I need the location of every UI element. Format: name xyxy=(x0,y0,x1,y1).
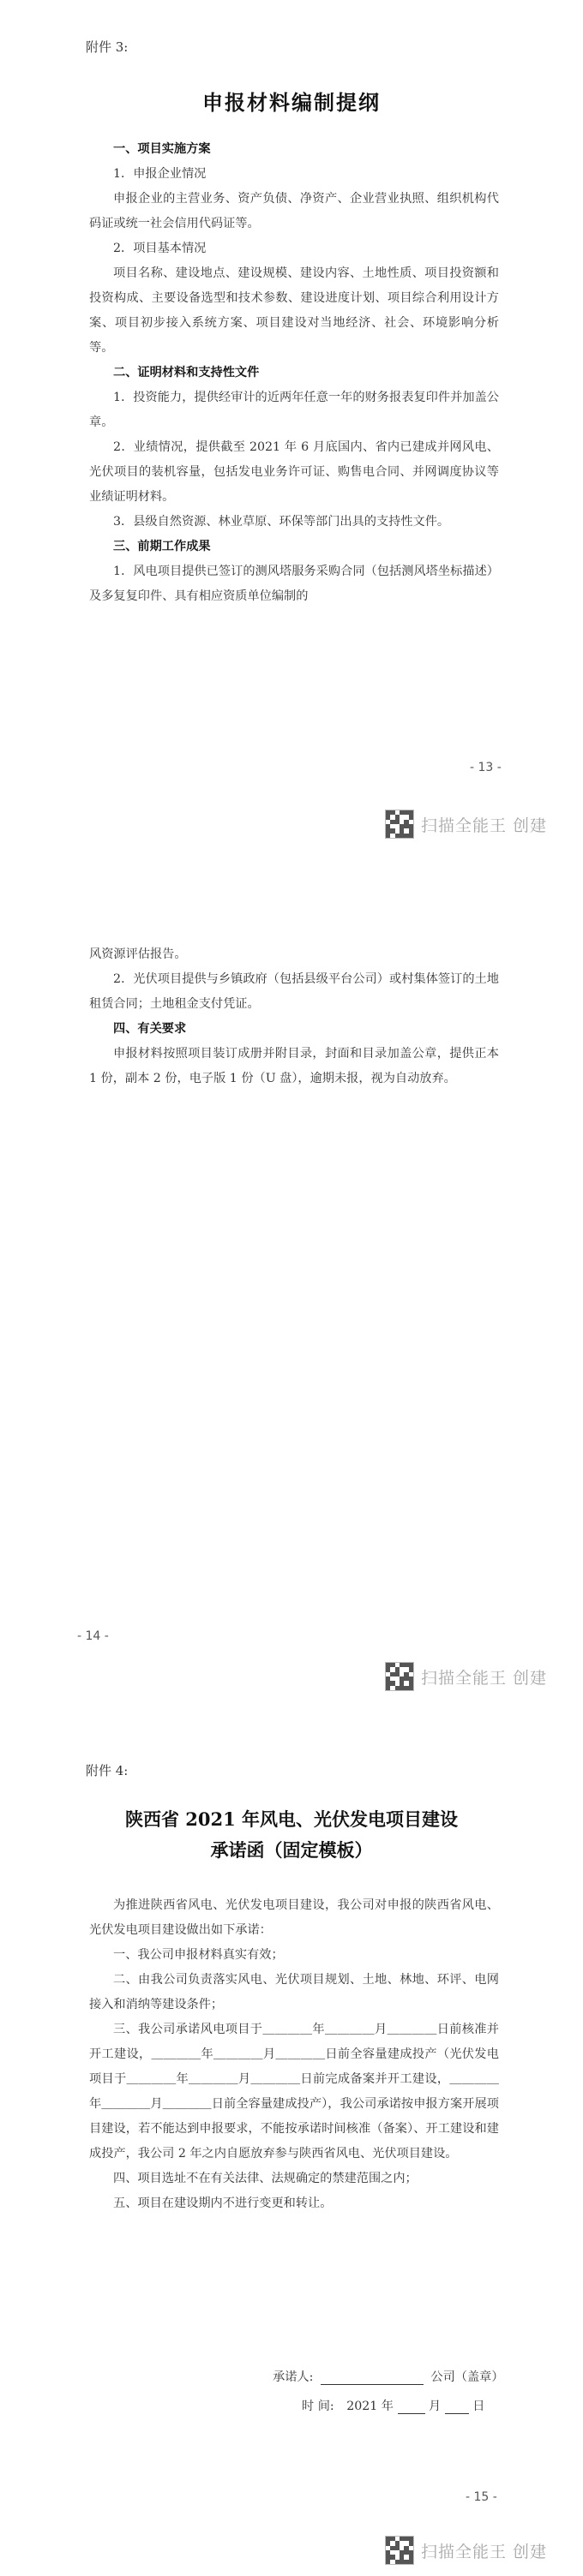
paragraph: 2．光伏项目提供与乡镇政府（包括县级平台公司）或村集体签订的土地租赁合同；土地租金支付凭证。 xyxy=(89,972,499,1011)
qr-code-icon xyxy=(385,1662,414,1691)
paragraph: 五、项目在建设期内不进行变更和转让。 xyxy=(113,2196,333,2210)
paragraph: 四、项目选址不在有关法律、法规确定的禁建范围之内； xyxy=(113,2172,418,2185)
promisor-suffix: 公司（盖章） xyxy=(430,2370,504,2384)
section-heading: 一、项目实施方案 xyxy=(113,142,211,156)
promisor-label: 承诺人: xyxy=(273,2370,314,2384)
scanner-watermark xyxy=(385,810,547,839)
paragraph: 一、我公司申报材料真实有效； xyxy=(113,1948,284,1962)
annex-label: 附件 4: xyxy=(86,1763,129,1778)
title-line-1: 陕西省 2021 年风电、光伏发电项目建设 xyxy=(124,1808,459,1830)
scanner-watermark xyxy=(385,2536,547,2565)
promisor-blank xyxy=(321,2384,424,2385)
document-body xyxy=(89,137,499,609)
paragraph: 为推进陕西省风电、光伏发电项目建设，我公司对申报的陕西省风电、光伏发电项目建设做出如下承诺： xyxy=(89,1898,499,1937)
paragraph: 三、我公司承诺风电项目于＿＿＿＿年＿＿＿＿月＿＿＿＿日前核准并开工建设，＿＿＿＿年＿＿＿＿月＿＿＿＿日前全容量建成投产（光伏发电项目于＿＿＿＿年＿＿＿＿月＿＿＿＿日前完成备案并开工建设，＿＿＿＿年＿＿＿＿月＿＿＿＿日前全容量建成投产），我公司承诺按申报方案开展项目建设，若不能达到申报要求，不能按承诺时间核准（备案）、开工建设和建成投产，我公司 2 年之内自愿放弃参与陕西省风电、光伏项目建设。 xyxy=(89,2023,499,2161)
document-body xyxy=(89,1893,499,2216)
paragraph: 项目名称、建设地点、建设规模、建设内容、土地性质、项目投资额和投资构成、主要设备选型和技术参数、建设进度计划、项目综合利用设计方案、项目初步接入系统方案、项目建设对当地经济、社会、环境影响分析等。 xyxy=(89,266,499,355)
paragraph: 申报材料按照项目装订成册并附目录，封面和目录加盖公章，提供正本 1 份，副本 2 份，电子版 1 份（U 盘），逾期未报，视为自动放弃。 xyxy=(89,1047,499,1085)
page-number: - 14 - xyxy=(77,1629,109,1643)
document-page-14 xyxy=(0,857,583,1713)
paragraph: 3．县级自然资源、林业草原、环保等部门出具的支持性文件。 xyxy=(113,515,450,529)
paragraph: 2．项目基本情况 xyxy=(113,242,207,255)
paragraph: 1．投资能力，提供经审计的近两年任意一年的财务报表复印件并加盖公章。 xyxy=(89,391,499,429)
page-number: - 15 - xyxy=(466,2490,497,2504)
paragraph: 1．风电项目提供已签订的测风塔服务采购合同（包括测风塔坐标描述）及多复复印件、具有相应资质单位编制的 xyxy=(89,565,499,603)
date-line xyxy=(302,2397,484,2414)
paragraph: 申报企业的主营业务、资产负债、净资产、企业营业执照、组织机构代码证或统一社会信用代码证等。 xyxy=(89,192,499,230)
qr-code-icon xyxy=(385,810,414,839)
paragraph: 1．申报企业情况 xyxy=(113,167,207,181)
watermark-text: 扫描全能王 创建 xyxy=(420,1668,547,1688)
watermark-text: 扫描全能王 创建 xyxy=(420,2542,547,2561)
paragraph: 风资源评估报告。 xyxy=(89,947,187,961)
document-page-13 xyxy=(0,0,583,857)
page-title xyxy=(0,1804,583,1866)
qr-code-icon xyxy=(385,2536,414,2565)
document-body xyxy=(89,942,499,1091)
date-day: 日 xyxy=(472,2400,485,2413)
page-title: 申报材料编制提纲 xyxy=(202,90,381,115)
watermark-text: 扫描全能王 创建 xyxy=(420,816,547,835)
scanner-watermark xyxy=(385,1662,547,1691)
document-page-15 xyxy=(0,1713,583,2576)
section-heading: 二、证明材料和支持性文件 xyxy=(113,366,260,380)
title-line-2: 承诺函（固定模板） xyxy=(210,1839,373,1861)
section-heading: 四、有关要求 xyxy=(113,1022,187,1036)
date-day-blank xyxy=(445,2413,469,2414)
paragraph: 2．业绩情况，提供截至 2021 年 6 月底国内、省内已建成并网风电、光伏项目的装机容量，包括发电业务许可证、购售电合同、并网调度协议等业绩证明材料。 xyxy=(89,440,499,504)
date-year: 2021 年 xyxy=(346,2400,394,2413)
date-month-blank xyxy=(398,2413,425,2414)
paragraph: 二、由我公司负责落实风电、光伏项目规划、土地、林地、环评、电网接入和消纳等建设条件； xyxy=(89,1973,499,2011)
date-month: 月 xyxy=(429,2400,442,2413)
page-number: - 13 - xyxy=(470,761,502,774)
date-label: 时 间: xyxy=(302,2400,334,2413)
section-heading: 三、前期工作成果 xyxy=(113,540,211,553)
annex-label: 附件 3: xyxy=(86,39,129,55)
promisor-line xyxy=(273,2368,504,2385)
